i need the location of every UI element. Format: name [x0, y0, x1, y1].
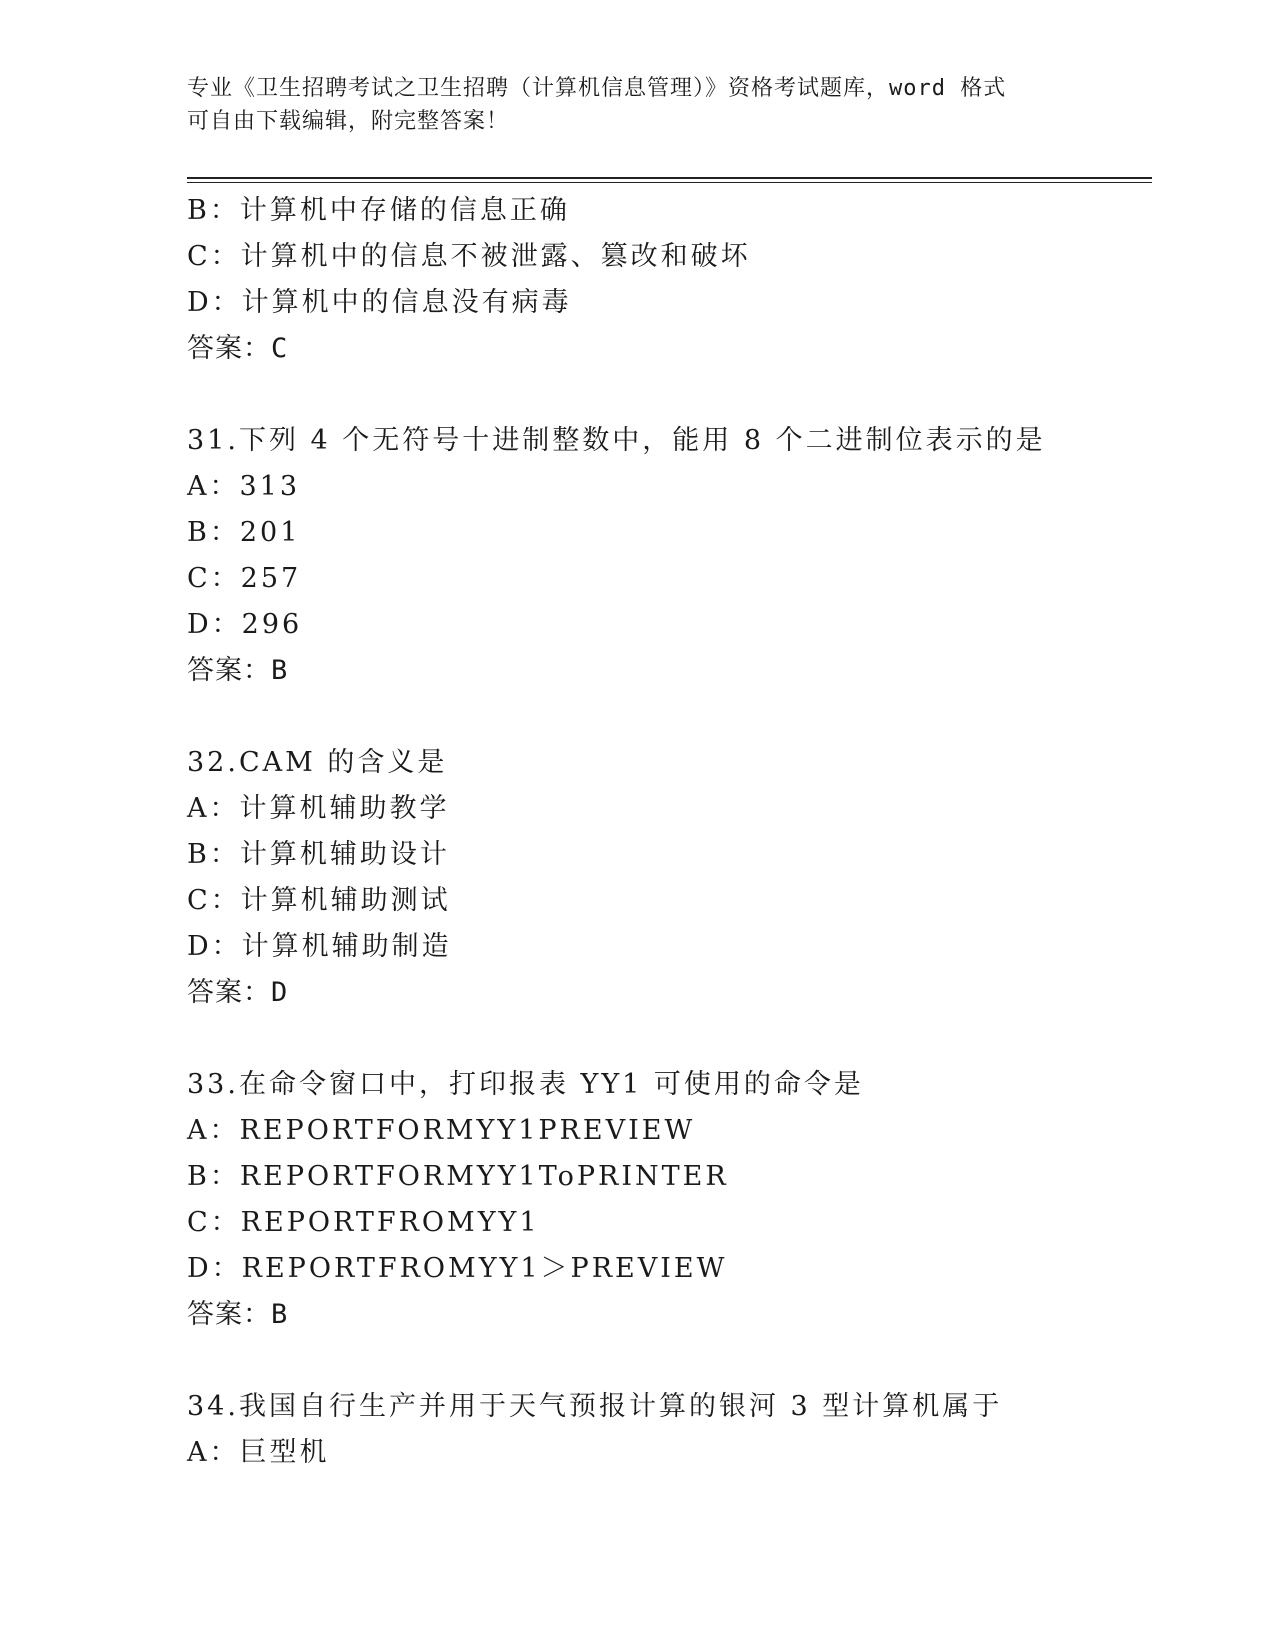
- option-a: A：REPORTFORMYY1PREVIEW: [187, 1115, 696, 1146]
- option-d: D：296: [187, 609, 303, 640]
- question-stem: 33.在命令窗口中，打印报表 YY1 可使用的命令是: [187, 1069, 864, 1100]
- question-block-32: [187, 740, 1147, 1016]
- option-b: B：201: [187, 517, 301, 548]
- question-block-34: [187, 1384, 1147, 1476]
- answer-line: 答案：C: [187, 333, 289, 364]
- option-c: C：REPORTFROMYY1: [187, 1207, 540, 1238]
- question-block-30: [187, 188, 1147, 372]
- option-b: B：REPORTFORMYY1ToPRINTER: [187, 1161, 729, 1192]
- question-block-33: [187, 1062, 1147, 1338]
- header-divider-thick: [187, 177, 1152, 179]
- question-block-31: [187, 418, 1147, 694]
- option-d: D：计算机中的信息没有病毒: [187, 287, 572, 318]
- option-b: B：计算机中存储的信息正确: [187, 195, 570, 226]
- option-c: C：计算机中的信息不被泄露、篡改和破坏: [187, 241, 751, 272]
- question-stem: 34.我国自行生产并用于天气预报计算的银河 3 型计算机属于: [187, 1391, 1003, 1422]
- option-d: D：REPORTFROMYY1＞PREVIEW: [187, 1253, 728, 1284]
- document-header: [187, 72, 1087, 138]
- option-c: C：257: [187, 563, 302, 594]
- option-a: A：计算机辅助教学: [187, 793, 450, 824]
- answer-line: 答案：B: [187, 1299, 289, 1330]
- answer-line: 答案：B: [187, 655, 289, 686]
- spacer: [187, 694, 1147, 740]
- option-a: A：巨型机: [187, 1437, 330, 1468]
- answer-line: 答案：D: [187, 977, 289, 1008]
- question-stem: 31.下列 4 个无符号十进制整数中，能用 8 个二进制位表示的是: [187, 425, 1046, 456]
- option-d: D：计算机辅助制造: [187, 931, 452, 962]
- spacer: [187, 1016, 1147, 1062]
- spacer: [187, 372, 1147, 418]
- spacer: [187, 1338, 1147, 1384]
- header-line-1: 专业《卫生招聘考试之卫生招聘（计算机信息管理）》资格考试题库，word 格式: [187, 76, 1007, 101]
- option-a: A：313: [187, 471, 301, 502]
- header-divider-thin: [187, 182, 1152, 183]
- header-line-2: 可自由下载编辑，附完整答案！: [187, 109, 510, 134]
- option-c: C：计算机辅助测试: [187, 885, 451, 916]
- option-b: B：计算机辅助设计: [187, 839, 450, 870]
- question-list: [187, 188, 1147, 1476]
- question-stem: 32.CAM 的含义是: [187, 747, 448, 778]
